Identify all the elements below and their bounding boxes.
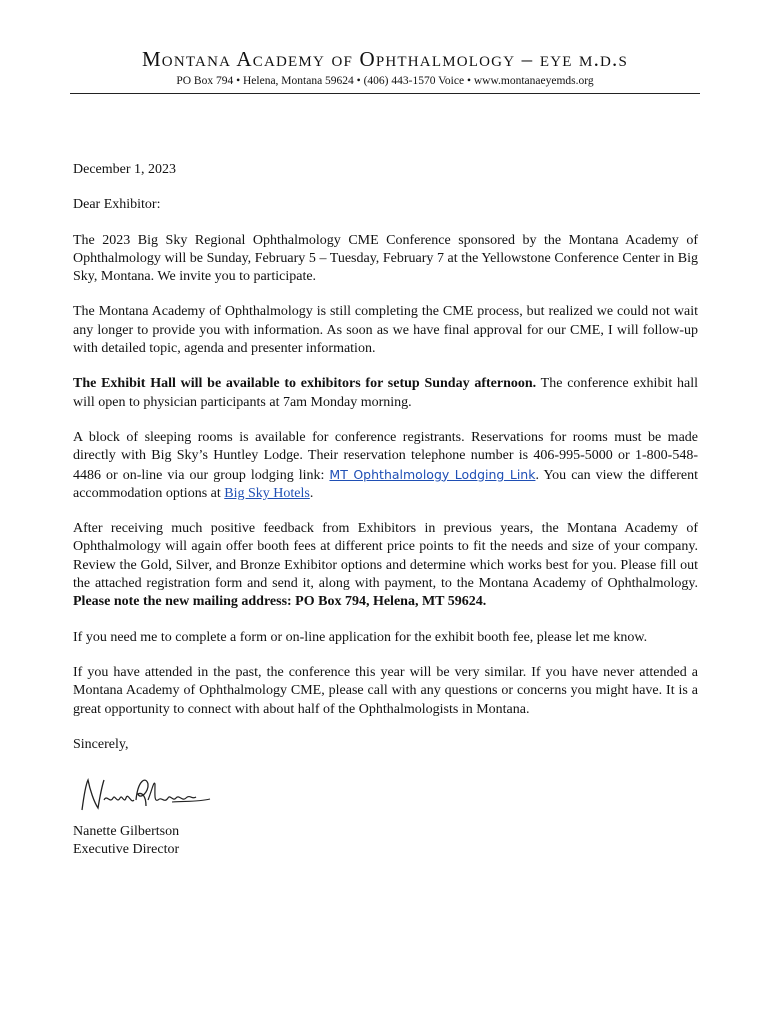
paragraph-exhibit-hall — [73, 375, 698, 412]
paragraph-lodging — [73, 429, 698, 503]
contact-line: PO Box 794 • Helena, Montana 59624 • (406) 443-1570 Voice • www.montanaeyemds.org — [176, 75, 594, 87]
paragraph-booth-fees — [73, 520, 698, 611]
signature-block — [73, 823, 179, 860]
signature — [76, 770, 216, 820]
exhibit-hall-bold: The Exhibit Hall will be available to exhibitors for setup Sunday afternoon. — [73, 376, 537, 392]
letterhead — [70, 46, 700, 88]
lodging-text-3: . — [309, 485, 314, 501]
paragraph-cme: The Montana Academy of Ophthalmology is still completing the CME process, but realized we could not wait any longer to provide you with information. As soon as we have final approval for our CME, I will follow-up with detailed topic, agenda and presenter information. — [73, 304, 698, 357]
big-sky-hotels-link[interactable]: Big Sky Hotels — [224, 485, 310, 501]
paragraph-attendance: If you have attended in the past, the conference this year will be very similar. If you have never attended a Montana Academy of Ophthalmology CME, please call with any questions or concerns you might have. It is a great opportunity to connect with about half of the Ophthalmologists in Montana. — [73, 664, 698, 717]
letter-date: December 1, 2023 — [73, 162, 177, 177]
signer-name: Nanette Gilbertson — [73, 824, 180, 839]
salutation: Dear Exhibitor: — [73, 197, 161, 213]
mailing-address-bold: Please note the new mailing address: PO Box 794, Helena, MT 59624. — [73, 594, 487, 610]
header-divider — [70, 93, 700, 94]
lodging-text-2: . You can view the different accommodation options at — [73, 467, 698, 501]
signer-title: Executive Director — [73, 842, 180, 858]
exhibit-hall-text: The conference exhibit hall will open to physician participants at 7am Monday morning. — [73, 376, 698, 410]
lodging-text-1: A block of sleeping rooms is available for conference registrants. Reservations for rooms must be made directly with Big Sky’s Huntley Lodge. Their reservation telephone number is 406-995-5000 or 1-800-548-4486 or on-line via our group lodging link: — [73, 429, 698, 483]
lodging-link[interactable]: MT Ophthalmology Lodging Link — [329, 466, 536, 482]
letter-body — [73, 161, 698, 771]
closing-salutation: Sincerely, — [73, 736, 129, 752]
paragraph-conference: The 2023 Big Sky Regional Ophthalmology CME Conference sponsored by the Montana Academy of Ophthalmology will be Sunday, February 5 – Tuesday, February 7 at the Yellowstone Conference Center in Big Sky, Montana. We invite you to participate. — [73, 232, 698, 285]
organization-name: Montana Academy of Ophthalmology – eye m.d.s — [141, 47, 629, 71]
booth-fees-text: After receiving much positive feedback from Exhibitors in previous years, the Montana Academy of Ophthalmology will again offer booth fees at different price points to fit the needs and size of your company. Review the Gold, Silver, and Bronze Exhibitor options and determine which works best for you. Please fill out the attached registration form and send it, along with payment, to the Montana Academy of Ophthalmology. — [73, 521, 698, 592]
paragraph-form-help: If you need me to complete a form or on-line application for the exhibit booth fee, please let me know. — [73, 629, 648, 645]
